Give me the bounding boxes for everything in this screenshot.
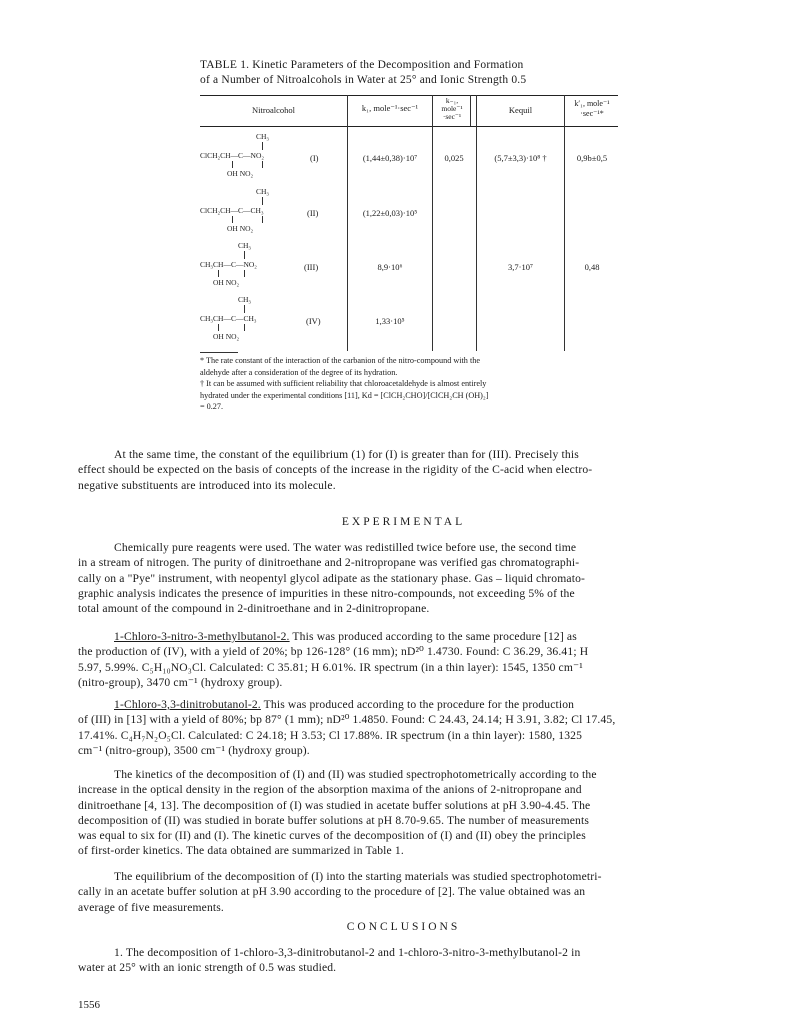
text-line: negative substituents are introduced into its molecule. — [78, 478, 336, 492]
paragraph — [78, 767, 730, 859]
k-minus-1-value: 0,025 — [444, 153, 464, 163]
text-line: effect should be expected on the basis of concepts of the increase in the rigidity of the C-acid when electro- — [78, 463, 593, 477]
header-nitroalcohol: Nitroalcohol — [252, 105, 295, 115]
text-line: dinitroethane [4, 13]. The decomposition of (I) was studied in acetate buffer solutions at pH 3.90-4.45. The — [78, 798, 591, 812]
structure-main: ClCH₂CH—C—NO₂ — [200, 151, 264, 160]
text-line: water at 25° with an ionic strength of 0.5 was studied. — [78, 961, 337, 975]
footnote-rule — [200, 352, 238, 353]
paragraph — [78, 629, 730, 690]
compound-title: 1-Chloro-3-nitro-3-methylbutanol-2. — [114, 630, 290, 643]
structure-main: CH₃CH—C—CH₃ — [200, 314, 257, 323]
text-line: graphic analysis indicates the presence of impurities in these nitro-compounds, not exceeding 5% of the — [78, 586, 575, 600]
structure-main: CH₃CH—C—NO₂ — [200, 260, 257, 269]
text-line: Chemically pure reagents were used. The water was redistilled twice before use, the second time — [114, 541, 577, 554]
compound-title: 1-Chloro-3,3-dinitrobutanol-2. — [114, 698, 261, 711]
header-k-minus-1-line: ·sec⁻¹ — [442, 112, 462, 121]
text-line: of (III) in [13] with a yield of 80%; bp 87° (1 mm); nD²⁰ 1.4850. Found: C 24.43, 24.14; H 3.91, 3.82; Cl 17.45, — [78, 713, 616, 727]
text-line: of first-order kinetics. The data obtained are summarized in Table 1. — [78, 844, 404, 858]
structure-bottom: OH NO₂ — [213, 278, 240, 287]
structure-top: CH₃ — [238, 295, 252, 304]
text-line: increase in the optical density in the region of the absorption maxima of the anions of 2-nitropropane and — [78, 783, 582, 797]
text-line — [78, 629, 730, 644]
table-header-rule — [200, 126, 618, 127]
caption-line: TABLE 1. Kinetic Parameters of the Decomposition and Formation — [200, 59, 524, 71]
header-k1-prime-line: ·sec⁻¹* — [580, 109, 604, 118]
column-divider — [347, 95, 348, 351]
text-fragment: This was produced according to the same procedure [12] as — [289, 630, 577, 643]
caption-line: of a Number of Nitroalcohols in Water at 25° and Ionic Strength 0.5 — [200, 74, 527, 86]
header-kequil: Kequil — [508, 105, 533, 115]
bond-line — [262, 142, 263, 150]
structure-top: CH₃ — [256, 132, 270, 141]
bond-line — [244, 251, 245, 259]
footnote-line: hydrated under the experimental conditions [11], Kd = [ClCH₂CHO]/[ClCH₂CH (OH)₂] — [200, 390, 489, 400]
compound-label: (IV) — [306, 316, 321, 326]
structure-main: ClCH₂CH—C—CH₃ — [200, 206, 264, 215]
text-line: average of five measurements. — [78, 900, 224, 914]
column-divider — [432, 95, 433, 351]
text-line: total amount of the compound in 2-dinitroethane and in 2-dinitropropane. — [78, 602, 430, 616]
table-top-rule — [200, 95, 618, 96]
k1-prime-value: 0,9b±0,5 — [576, 153, 608, 163]
header-k1: k₁, mole⁻¹·sec⁻¹ — [361, 103, 419, 113]
text-line: (nitro-group), 3470 cm⁻¹ (hydroxy group). — [78, 675, 283, 689]
text-line: The equilibrium of the decomposition of (I) into the starting materials was studied spectrophotometri- — [114, 870, 602, 883]
structure-top: CH₃ — [238, 241, 252, 250]
structure-II — [200, 187, 308, 241]
text-fragment: This was produced according to the procedure for the production — [260, 698, 575, 711]
bond-line — [244, 305, 245, 313]
bond-line — [218, 324, 219, 331]
text-line: was equal to six for (II) and (I). The kinetic curves of the decomposition of (I) and (II) obey the principles — [78, 829, 586, 843]
structure-I — [200, 132, 308, 186]
footnote-line: * The rate constant of the interaction of the carbanion of the nitro-compound with the — [200, 356, 480, 365]
footnote-line: † It can be assumed with sufficient reliability that chloroacetaldehyde is almost entirely — [200, 379, 487, 388]
header-k-minus-1-line: k₋₁, — [445, 96, 459, 105]
text-line — [78, 697, 730, 712]
k1-value: (1,44±0,38)·10⁷ — [362, 153, 418, 163]
compound-label: (II) — [307, 208, 319, 218]
header-k-minus-1-line: mole⁻¹ — [441, 104, 463, 113]
bond-line — [232, 161, 233, 168]
structure-bottom: OH NO₂ — [227, 169, 254, 178]
k1-prime-value: 0,48 — [584, 262, 600, 272]
paragraph — [78, 869, 730, 915]
structure-bottom: OH NO₂ — [213, 332, 240, 341]
header-k1-prime — [565, 99, 619, 119]
text-line: cm⁻¹ (nitro-group), 3500 cm⁻¹ (hydroxy group). — [78, 743, 310, 757]
structure-III — [200, 241, 308, 295]
compound-label: (III) — [304, 262, 319, 272]
bond-line — [244, 270, 245, 277]
paragraph — [78, 697, 730, 758]
bond-line — [232, 216, 233, 223]
structure-top: CH₃ — [256, 187, 270, 196]
text-line: cally on a "Pye" instrument, with neopentyl glycol adipate as the stationary phase. Gas – liquid chromato- — [78, 571, 586, 585]
column-divider — [476, 95, 477, 351]
text-line: 17.41%. C₄H₇N₂O₅Cl. Calculated: C 24.18; H 3.53; Cl 17.88%. IR spectrum (in a thin layer): 1580, 1325 — [78, 728, 583, 742]
paragraph — [78, 945, 730, 976]
k1-value: 1,33·10⁵ — [375, 316, 405, 326]
header-k1-prime-line: k′₁, mole⁻¹ — [574, 99, 610, 108]
bond-line — [262, 197, 263, 205]
k1-value: (1,22±0,03)·10⁵ — [362, 208, 418, 218]
kequil-value: 3,7·10⁷ — [508, 262, 533, 272]
paragraph — [78, 540, 730, 616]
text-line: At the same time, the constant of the equilibrium (1) for (I) is greater than for (III). Precisely this — [114, 448, 579, 461]
kequil-value: (5,7±3,3)·10⁸ † — [494, 153, 547, 163]
page-number: 1556 — [78, 999, 100, 1011]
section-heading-conclusions: CONCLUSIONS — [346, 921, 461, 933]
column-divider — [564, 95, 565, 351]
section-heading-experimental: EXPERIMENTAL — [341, 516, 466, 528]
text-line: in a stream of nitrogen. The purity of dinitroethane and 2-nitropropane was verified gas chromatographi- — [78, 556, 580, 570]
bond-line — [262, 216, 263, 223]
bond-line — [218, 270, 219, 277]
bond-line — [244, 324, 245, 331]
text-line: the production of (IV), with a yield of 20%; bp 126-128° (16 mm); nD²⁰ 1.4730. Found: C 36.29, 36.41; H — [78, 645, 589, 659]
k1-value: 8,9·10⁶ — [377, 262, 403, 272]
structure-IV — [200, 295, 308, 349]
text-line: The kinetics of the decomposition of (I) and (II) was studied spectrophotometrically according to the — [114, 768, 597, 781]
text-line: cally in an acetate buffer solution at pH 3.90 according to the procedure of [2]. The value obtained was an — [78, 885, 586, 899]
text-line: 5.97, 5.99%. C₅H₁₀NO₃Cl. Calculated: C 35.81; H 6.01%. IR spectrum (in a thin layer): 1545, 1350 cm⁻¹ — [78, 660, 583, 674]
paragraph — [78, 447, 730, 493]
table-footnotes — [200, 352, 620, 413]
table-caption — [200, 58, 630, 88]
text-line: 1. The decomposition of 1-chloro-3,3-dinitrobutanol-2 and 1-chloro-3-nitro-3-methylbutanol-2 in — [114, 946, 581, 959]
footnote-line: = 0.27. — [200, 402, 224, 411]
header-k-minus-1 — [433, 97, 471, 121]
bond-line — [262, 161, 263, 168]
footnote-line: aldehyde after a consideration of the degree of its hydration. — [200, 367, 398, 377]
compound-label: (I) — [310, 153, 319, 163]
structure-bottom: OH NO₂ — [227, 224, 254, 233]
text-line: decomposition of (II) was studied in borate buffer solutions at pH 8.70-9.65. The number of measurements — [78, 813, 590, 827]
